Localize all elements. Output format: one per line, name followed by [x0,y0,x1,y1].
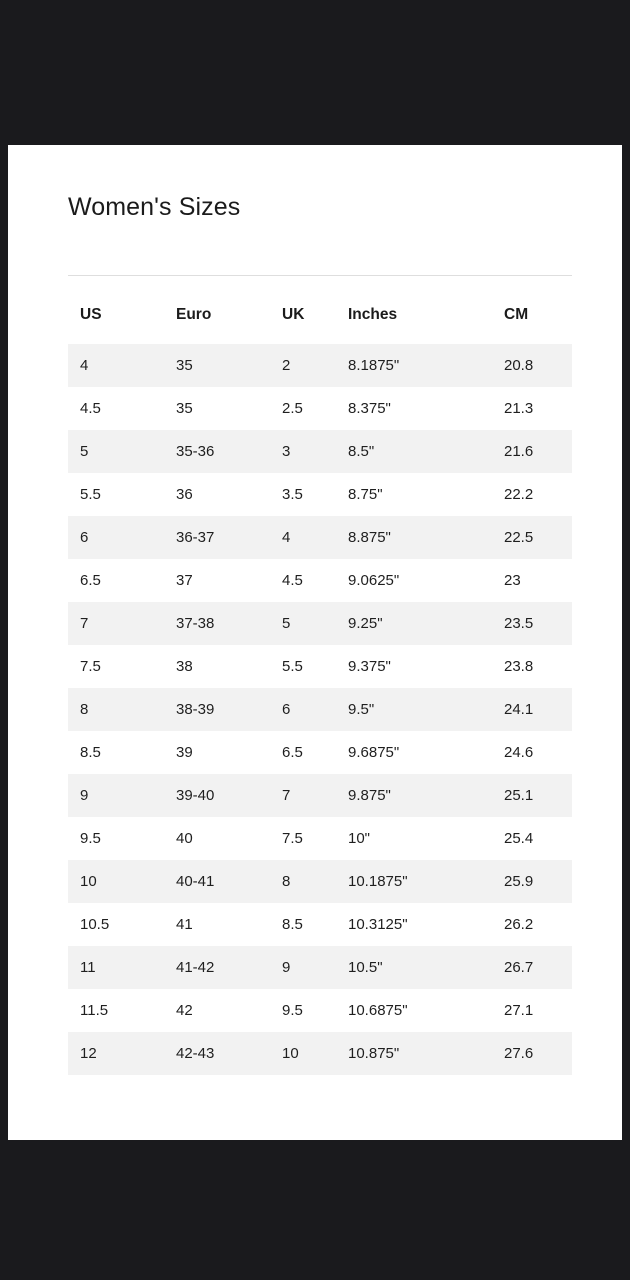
cell-cm: 24.6 [492,731,572,774]
cell-cm: 26.2 [492,903,572,946]
cell-inches: 10.875" [336,1032,492,1075]
cell-us: 7 [68,602,164,645]
cell-uk: 8 [270,860,336,903]
cell-cm: 27.1 [492,989,572,1032]
cell-cm: 23 [492,559,572,602]
cell-cm: 20.8 [492,344,572,387]
cell-euro: 42 [164,989,270,1032]
cell-inches: 8.875" [336,516,492,559]
size-chart-card [8,145,622,1140]
table-row [68,387,572,430]
table-header [68,306,572,344]
cell-inches: 9.375" [336,645,492,688]
cell-cm: 25.4 [492,817,572,860]
cell-cm: 21.3 [492,387,572,430]
cell-euro: 41 [164,903,270,946]
table-row [68,559,572,602]
cell-uk: 4.5 [270,559,336,602]
cell-euro: 41-42 [164,946,270,989]
cell-euro: 40-41 [164,860,270,903]
cell-us: 11 [68,946,164,989]
column-header-cm: CM [504,306,529,323]
cell-cm: 24.1 [492,688,572,731]
cell-inches: 10.6875" [336,989,492,1032]
cell-cm: 25.1 [492,774,572,817]
size-chart-table [68,306,572,1075]
cell-inches: 9.875" [336,774,492,817]
cell-euro: 35 [164,344,270,387]
divider [68,275,572,276]
cell-us: 7.5 [68,645,164,688]
cell-uk: 9.5 [270,989,336,1032]
cell-uk: 10 [270,1032,336,1075]
table-row [68,430,572,473]
table-row [68,817,572,860]
table-row [68,946,572,989]
cell-inches: 9.25" [336,602,492,645]
table-row [68,516,572,559]
table-row [68,860,572,903]
table-header-row [68,306,572,344]
cell-euro: 36 [164,473,270,516]
cell-uk: 9 [270,946,336,989]
cell-inches: 8.75" [336,473,492,516]
cell-euro: 40 [164,817,270,860]
cell-inches: 9.5" [336,688,492,731]
cell-us: 12 [68,1032,164,1075]
cell-inches: 8.1875" [336,344,492,387]
cell-us: 4.5 [68,387,164,430]
cell-cm: 26.7 [492,946,572,989]
cell-uk: 5.5 [270,645,336,688]
cell-euro: 39 [164,731,270,774]
cell-inches: 8.5" [336,430,492,473]
cell-inches: 10.3125" [336,903,492,946]
table-row [68,645,572,688]
cell-us: 10.5 [68,903,164,946]
cell-uk: 6.5 [270,731,336,774]
cell-euro: 37 [164,559,270,602]
table-row [68,731,572,774]
table-body [68,344,572,1075]
table-row [68,989,572,1032]
table-row [68,602,572,645]
cell-us: 9 [68,774,164,817]
cell-euro: 42-43 [164,1032,270,1075]
column-header-uk: UK [282,306,305,323]
cell-euro: 36-37 [164,516,270,559]
cell-inches: 8.375" [336,387,492,430]
cell-cm: 22.2 [492,473,572,516]
cell-us: 8 [68,688,164,731]
cell-uk: 3.5 [270,473,336,516]
cell-uk: 7.5 [270,817,336,860]
cell-uk: 8.5 [270,903,336,946]
cell-us: 4 [68,344,164,387]
cell-inches: 10.1875" [336,860,492,903]
cell-us: 8.5 [68,731,164,774]
table-row [68,688,572,731]
cell-inches: 9.0625" [336,559,492,602]
cell-cm: 21.6 [492,430,572,473]
cell-euro: 38-39 [164,688,270,731]
column-header-inches: Inches [348,306,398,323]
cell-us: 5 [68,430,164,473]
cell-inches: 9.6875" [336,731,492,774]
cell-euro: 39-40 [164,774,270,817]
cell-uk: 3 [270,430,336,473]
cell-euro: 35 [164,387,270,430]
cell-us: 9.5 [68,817,164,860]
table-row [68,473,572,516]
cell-uk: 2.5 [270,387,336,430]
table-row [68,903,572,946]
cell-us: 10 [68,860,164,903]
cell-uk: 2 [270,344,336,387]
column-header-us: US [80,306,102,323]
cell-uk: 4 [270,516,336,559]
table-row [68,1032,572,1075]
cell-uk: 7 [270,774,336,817]
cell-cm: 23.5 [492,602,572,645]
cell-uk: 5 [270,602,336,645]
cell-inches: 10.5" [336,946,492,989]
cell-us: 11.5 [68,989,164,1032]
table-row [68,344,572,387]
cell-cm: 23.8 [492,645,572,688]
cell-euro: 35-36 [164,430,270,473]
cell-euro: 38 [164,645,270,688]
card-content [8,145,622,1075]
cell-cm: 25.9 [492,860,572,903]
cell-uk: 6 [270,688,336,731]
table-row [68,774,572,817]
cell-us: 6.5 [68,559,164,602]
column-header-euro: Euro [176,306,212,323]
page-title: Women's Sizes [68,193,241,221]
cell-cm: 22.5 [492,516,572,559]
cell-us: 5.5 [68,473,164,516]
cell-euro: 37-38 [164,602,270,645]
cell-us: 6 [68,516,164,559]
cell-cm: 27.6 [492,1032,572,1075]
cell-inches: 10" [336,817,492,860]
